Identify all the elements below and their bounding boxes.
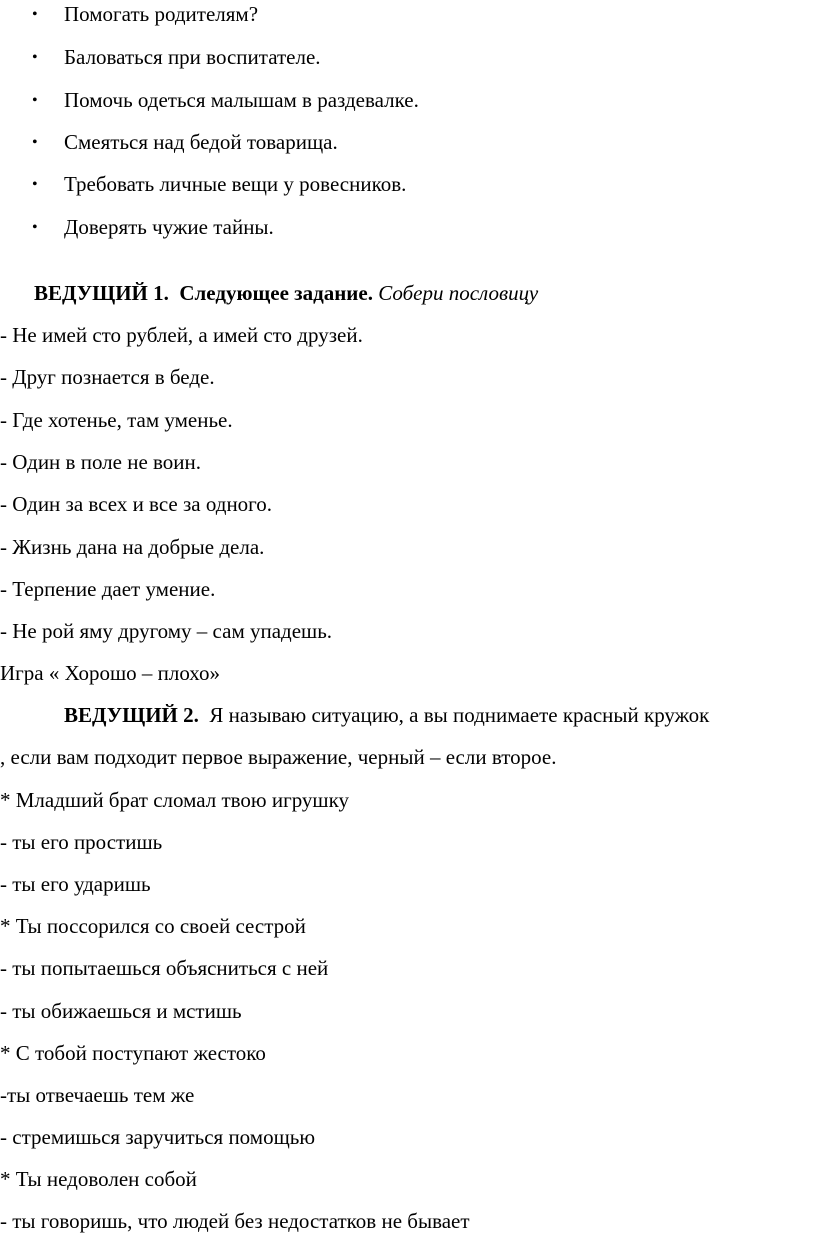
task2-lead: ВЕДУЩИЙ 2. [64, 703, 199, 727]
bullet-item: • Требовать личные вещи у ровесников. [64, 172, 406, 196]
bullet-item: • Доверять чужие тайны. [64, 215, 274, 239]
proverb-line: - Не имей сто рублей, а имей сто друзей. [0, 323, 363, 347]
bullet-item: • Баловаться при воспитателе. [64, 45, 321, 69]
situation-line: * Ты поссорился со своей сестрой [0, 914, 306, 938]
situation-line: * С тобой поступают жестоко [0, 1041, 266, 1065]
situation-line: - ты говоришь, что людей без недостатков не бывает [0, 1209, 470, 1233]
situation-line: * Младший брат сломал твою игрушку [0, 788, 350, 812]
task2-line2: , если вам подходит первое выражение, черный – если второе. [0, 745, 557, 769]
situation-line: - ты его простишь [0, 830, 163, 854]
proverb-line: - Терпение дает умение. [0, 577, 216, 601]
bullet-item: • Смеяться над бедой товарища. [64, 130, 338, 154]
situation-line: * Ты недоволен собой [0, 1167, 197, 1191]
task2-text: Я называю ситуацию, а вы поднимаете красный кружок [209, 703, 710, 727]
game-title: Игра « Хорошо – плохо» [0, 661, 221, 685]
proverb-line: - Один за всех и все за одного. [0, 492, 273, 516]
situation-line: - стремишься заручиться помощью [0, 1125, 316, 1149]
task1-bold: Следующее задание. [179, 281, 373, 305]
task2-line1 [64, 703, 709, 727]
task1-heading [34, 281, 538, 305]
proverb-line: - Не рой яму другому – сам упадешь. [0, 619, 333, 643]
bullet-item: • Помочь одеться малышам в раздевалке. [64, 88, 419, 112]
task1-lead: ВЕДУЩИЙ 1. [34, 281, 169, 305]
bullet-item: • Помогать родителям? [64, 2, 258, 26]
task1-italic: Собери пословицу [378, 281, 539, 305]
situation-line: - ты его ударишь [0, 872, 151, 896]
situation-line: - ты обижаешься и мстишь [0, 999, 242, 1023]
proverb-line: - Друг познается в беде. [0, 365, 215, 389]
proverb-line: - Где хотенье, там уменье. [0, 408, 233, 432]
proverb-line: - Жизнь дана на добрые дела. [0, 535, 265, 559]
situation-line: - ты попытаешься объясниться с ней [0, 956, 329, 980]
situation-line: -ты отвечаешь тем же [0, 1083, 195, 1107]
proverb-line: - Один в поле не воин. [0, 450, 202, 474]
